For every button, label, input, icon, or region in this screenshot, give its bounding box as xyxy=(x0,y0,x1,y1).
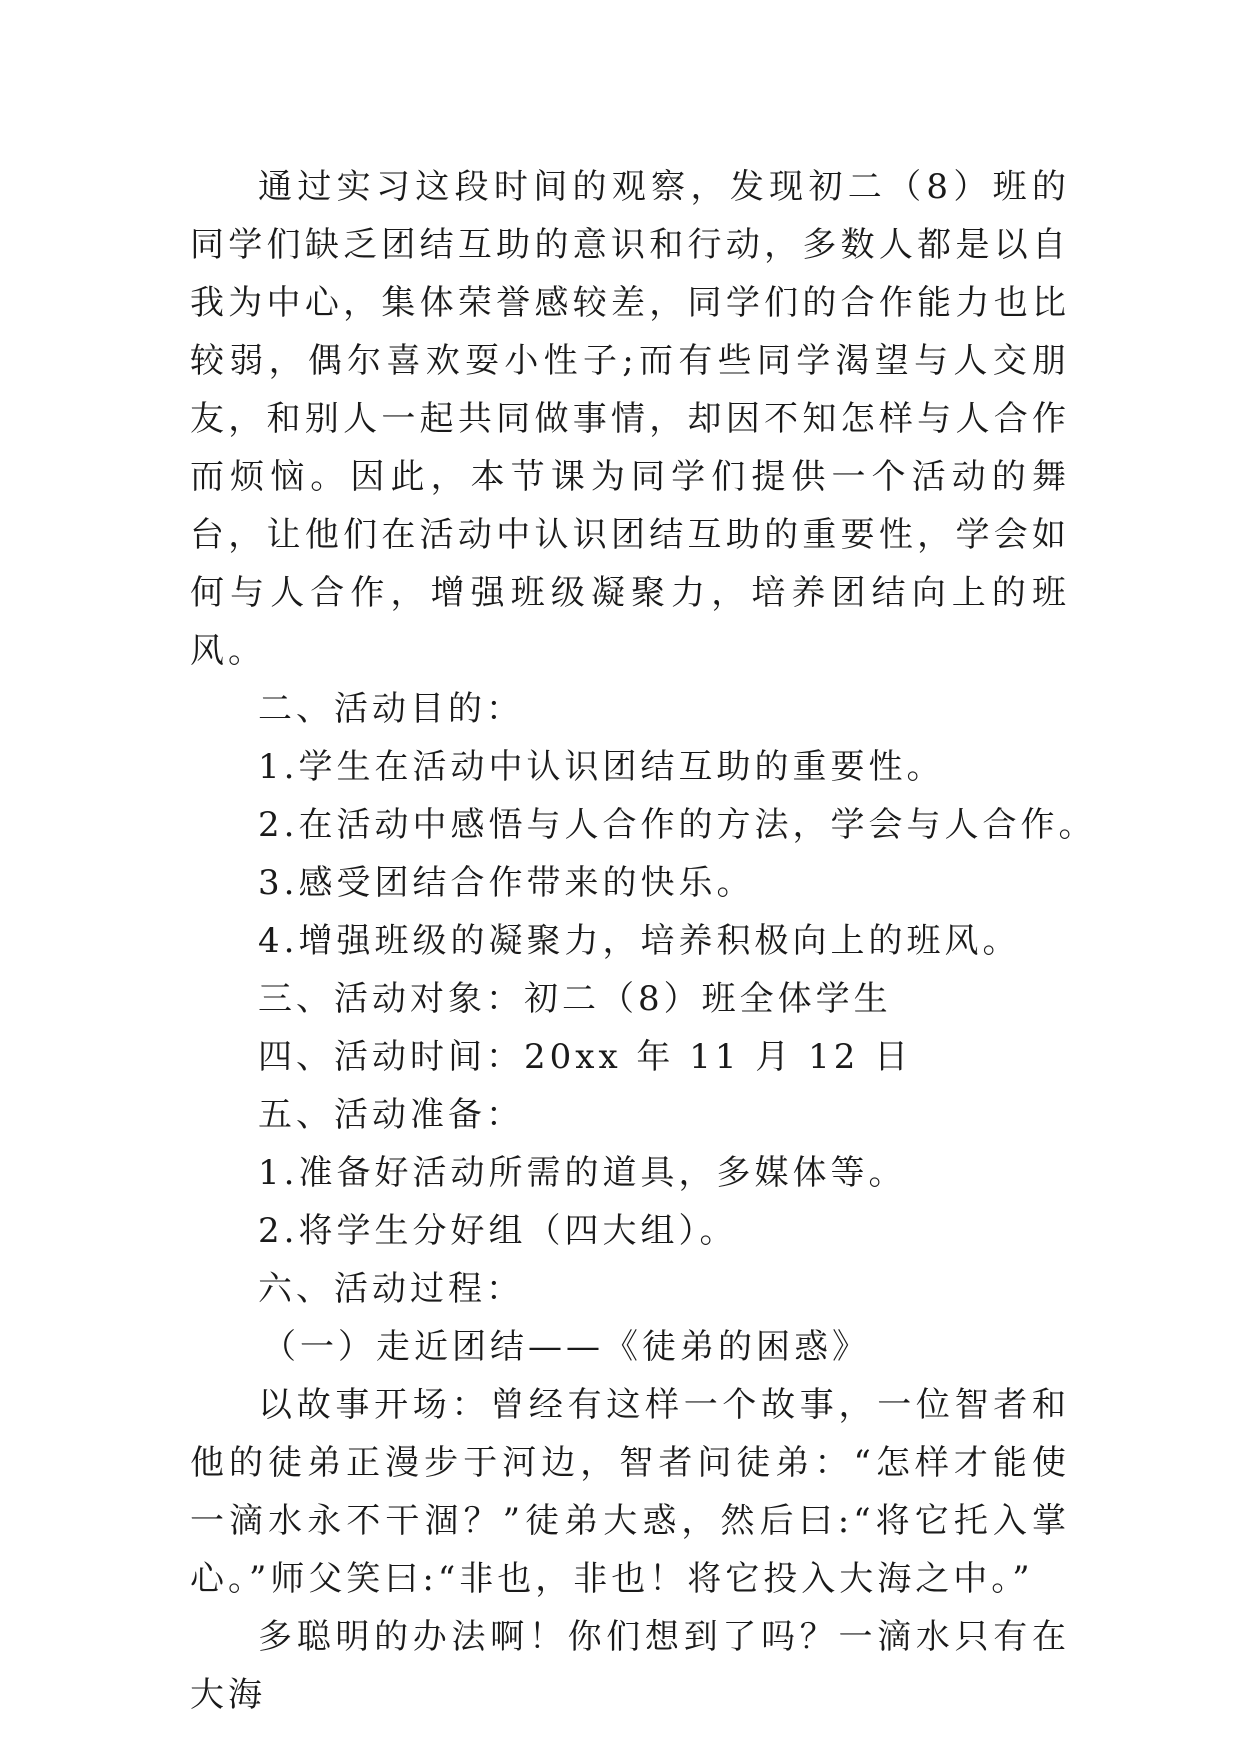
intro-paragraph: 通过实习这段时间的观察，发现初二（8）班的同学们缺乏团结互助的意识和行动，多数人都是以自我为中心，集体荣誉感较差，同学们的合作能力也比较弱，偶尔喜欢耍小性子;而有些同学渴望与人交朋友，和别人一起共同做事情，却因不知怎样与人合作而烦恼。因此，本节课为同学们提供一个活动的舞台，让他们在活动中认识团结互助的重要性，学会如何与人合作，增强班级凝聚力，培养团结向上的班风。 xyxy=(190,167,1070,671)
section-heading-process: 六、活动过程： xyxy=(258,1269,524,1309)
preparation-item: 1.准备好活动所需的道具，多媒体等。 xyxy=(258,1153,907,1193)
subsection-heading: （一）走近团结——《徒弟的困惑》 xyxy=(262,1327,870,1367)
section-audience: 三、活动对象：初二（8）班全体学生 xyxy=(258,979,892,1019)
section-heading-goals: 二、活动目的： xyxy=(258,689,524,729)
story-paragraph: 以故事开场：曾经有这样一个故事，一位智者和他的徒弟正漫步于河边，智者问徒弟：“怎样才能使一滴水永不干涸？”徒弟大惑，然后曰:“将它托入掌心。”师父笑曰:“非也，非也！将它投入大海之中。” xyxy=(190,1385,1070,1599)
goal-item: 4.增强班级的凝聚力，培养积极向上的班风。 xyxy=(258,921,1021,961)
preparation-item: 2.将学生分好组（四大组）。 xyxy=(258,1211,738,1251)
section-time: 四、活动时间：20xx 年 11 月 12 日 xyxy=(258,1037,913,1077)
closing-paragraph: 多聪明的办法啊！你们想到了吗？一滴水只有在大海 xyxy=(190,1617,1070,1715)
document-body xyxy=(190,158,1097,1724)
section-heading-preparation: 五、活动准备： xyxy=(258,1095,524,1135)
goal-item: 3.感受团结合作带来的快乐。 xyxy=(258,863,755,903)
goal-item: 2.在活动中感悟与人合作的方法，学会与人合作。 xyxy=(258,805,1097,845)
goal-item: 1.学生在活动中认识团结互助的重要性。 xyxy=(258,747,945,787)
